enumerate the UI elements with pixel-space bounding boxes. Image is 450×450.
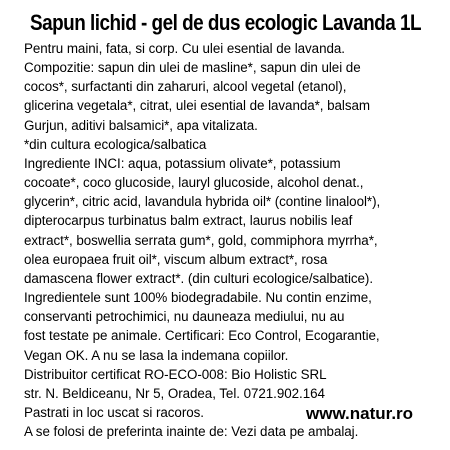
text-line-certifications: Vegan OK. A nu se lasa la indemana copiilor. [24, 347, 289, 363]
text-line-inci: cocoate*, coco glucoside, lauryl glucoside, alcohol denat., [24, 175, 364, 191]
text-line-composition: glicerina vegetala*, citrat, ulei esential de lavanda*, balsam [24, 98, 371, 114]
text-line-biodegradable: Ingredientele sunt 100% biodegradabile. Nu contin enzime, [24, 290, 372, 306]
text-line-inci: damascena flower extract*. (din culturi ecologice/salbatice). [24, 270, 373, 286]
text-line-footnote: *din cultura ecologica/salbatica [24, 136, 207, 152]
text-line-storage: Pastrati in loc uscat si racoros. [24, 404, 204, 420]
text-line-composition: cocos*, surfactanti din zaharuri, alcool vegetal (etanol), [24, 79, 347, 95]
text-line-certifications: fost testate pe animale. Certificari: Eco Control, Ecogarantie, [24, 328, 380, 344]
text-line-biodegradable: conservanti petrochimici, nu dauneaza mediului, nu au [24, 309, 345, 325]
text-line-composition: Compozitie: sapun din ulei de masline*, sapun din ulei de [24, 60, 361, 76]
text-line-inci: glycerin*, citric acid, lavandula hybrida oil* (contine linalool*), [24, 194, 381, 210]
product-title: Sapun lichid - gel de dus ecologic Lavanda 1L [30, 10, 422, 35]
text-line-inci: olea europaea fruit oil*, viscum album extract*, rosa [24, 251, 328, 267]
text-line-intro: Pentru maini, fata, si corp. Cu ulei esential de lavanda. [24, 41, 345, 56]
text-line-inci: extract*, boswellia serrata gum*, gold, commiphora myrrha*, [24, 232, 378, 248]
text-line-inci: dipterocarpus turbinatus balm extract, laurus nobilis leaf [24, 213, 353, 229]
website-link[interactable]: www.natur.ro [306, 404, 414, 423]
text-line-inci: Ingrediente INCI: aqua, potassium olivate*, potassium [24, 155, 341, 171]
text-line-expiry: A se folosi de preferinta inainte de: Vezi data pe ambalaj. [24, 424, 359, 440]
text-line-distributor: Distribuitor certificat RO-ECO-008: Bio Holistic SRL [24, 366, 327, 382]
text-line-composition: Gurjun, aditivi balsamici*, apa vitalizata. [24, 117, 258, 133]
text-line-address: str. N. Beldiceanu, Nr 5, Oradea, Tel. 0721.902.164 [24, 385, 325, 401]
product-description [24, 39, 446, 441]
